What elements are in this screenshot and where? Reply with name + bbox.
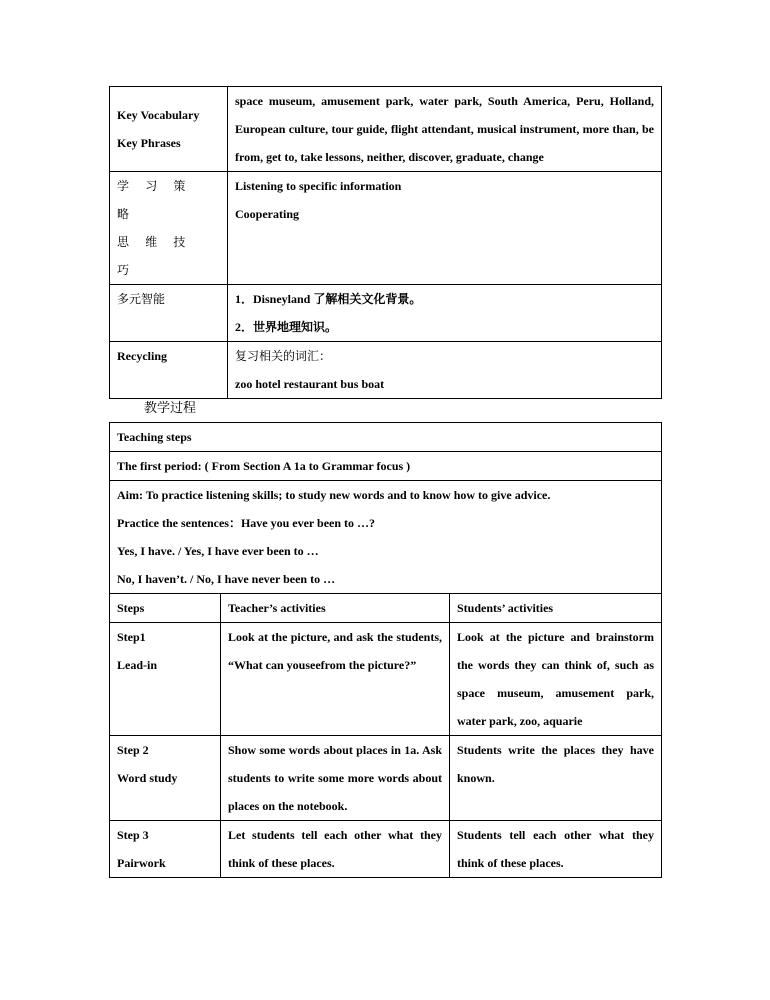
student-activity: Look at the picture and brainstorm the words they can think of, such as space museum, amusement park, water park, zoo, aquarie	[450, 623, 662, 736]
aim-line: No, I haven’t. / No, I have never been to …	[117, 572, 336, 586]
period-title: The first period: ( From Section A 1a to Grammar focus )	[110, 452, 662, 481]
intelligence-label: 多元智能	[110, 285, 228, 342]
step-number: Step 3	[117, 828, 149, 842]
step-cell	[110, 821, 221, 878]
step-number: Step 2	[117, 743, 149, 757]
key-vocabulary-label: Key Vocabulary	[117, 108, 200, 122]
aim-row	[110, 481, 662, 594]
step-cell	[110, 736, 221, 821]
table-row	[110, 623, 662, 736]
recycling-line: 复习相关的词汇：	[235, 349, 332, 363]
table-row	[110, 736, 662, 821]
learning-strategy-label: 学 习 策 略	[117, 179, 193, 221]
aim-line: Aim: To practice listening skills; to study new words and to know how to give advice.	[117, 488, 551, 502]
teaching-steps-table	[109, 422, 662, 878]
step-name: Word study	[117, 771, 178, 785]
aim-line: Yes, I have. / Yes, I have ever been to …	[117, 544, 319, 558]
recycling-label: Recycling	[110, 342, 228, 399]
student-activity: Students write the places they have known.	[450, 736, 662, 821]
step-name: Pairwork	[117, 856, 166, 870]
teacher-activity: Let students tell each other what they think of these places.	[221, 821, 450, 878]
table-row	[110, 821, 662, 878]
header-row	[110, 423, 662, 452]
step-number: Step1	[117, 630, 146, 644]
recycling-row	[110, 342, 662, 399]
thinking-skills-label: 思 维 技 巧	[117, 235, 193, 277]
intelligence-line: 1．Disneyland 了解相关文化背景。	[235, 292, 422, 306]
vocabulary-label-cell	[110, 87, 228, 172]
vocabulary-text: space museum, amusement park, water park, South America, Peru, Holland, European culture, tour guide, flight attendant, musical instrument, more than, be from, get to, take lessons, neither, discover, graduate, change	[228, 87, 662, 172]
recycling-words: zoo hotel restaurant bus boat	[235, 377, 385, 391]
steps-column-header: Steps	[110, 594, 221, 623]
aim-cell	[110, 481, 662, 594]
column-header-row	[110, 594, 662, 623]
teacher-activity: Look at the picture, and ask the students, “What can youseefrom the picture?”	[221, 623, 450, 736]
intelligence-line: 2．世界地理知识。	[235, 320, 338, 334]
key-phrases-label: Key Phrases	[117, 136, 181, 150]
teacher-column-header: Teacher’s activities	[221, 594, 450, 623]
vocabulary-row	[110, 87, 662, 172]
intelligence-row	[110, 285, 662, 342]
period-row	[110, 452, 662, 481]
section-heading: 教学过程	[144, 400, 197, 415]
strategy-line: Cooperating	[235, 207, 299, 221]
strategy-line: Listening to specific information	[235, 179, 402, 193]
students-column-header: Students’ activities	[450, 594, 662, 623]
aim-line: Practice the sentences：Have you ever been to …?	[117, 516, 376, 530]
recycling-text-cell	[228, 342, 662, 399]
info-table	[109, 86, 662, 399]
strategy-label-cell	[110, 172, 228, 285]
intelligence-text-cell	[228, 285, 662, 342]
teacher-activity: Show some words about places in 1a. Ask students to write some more words about places on the notebook.	[221, 736, 450, 821]
step-cell	[110, 623, 221, 736]
step-name: Lead-in	[117, 658, 158, 672]
strategy-row	[110, 172, 662, 285]
teaching-steps-header: Teaching steps	[110, 423, 662, 452]
strategy-text-cell	[228, 172, 662, 285]
student-activity: Students tell each other what they think of these places.	[450, 821, 662, 878]
